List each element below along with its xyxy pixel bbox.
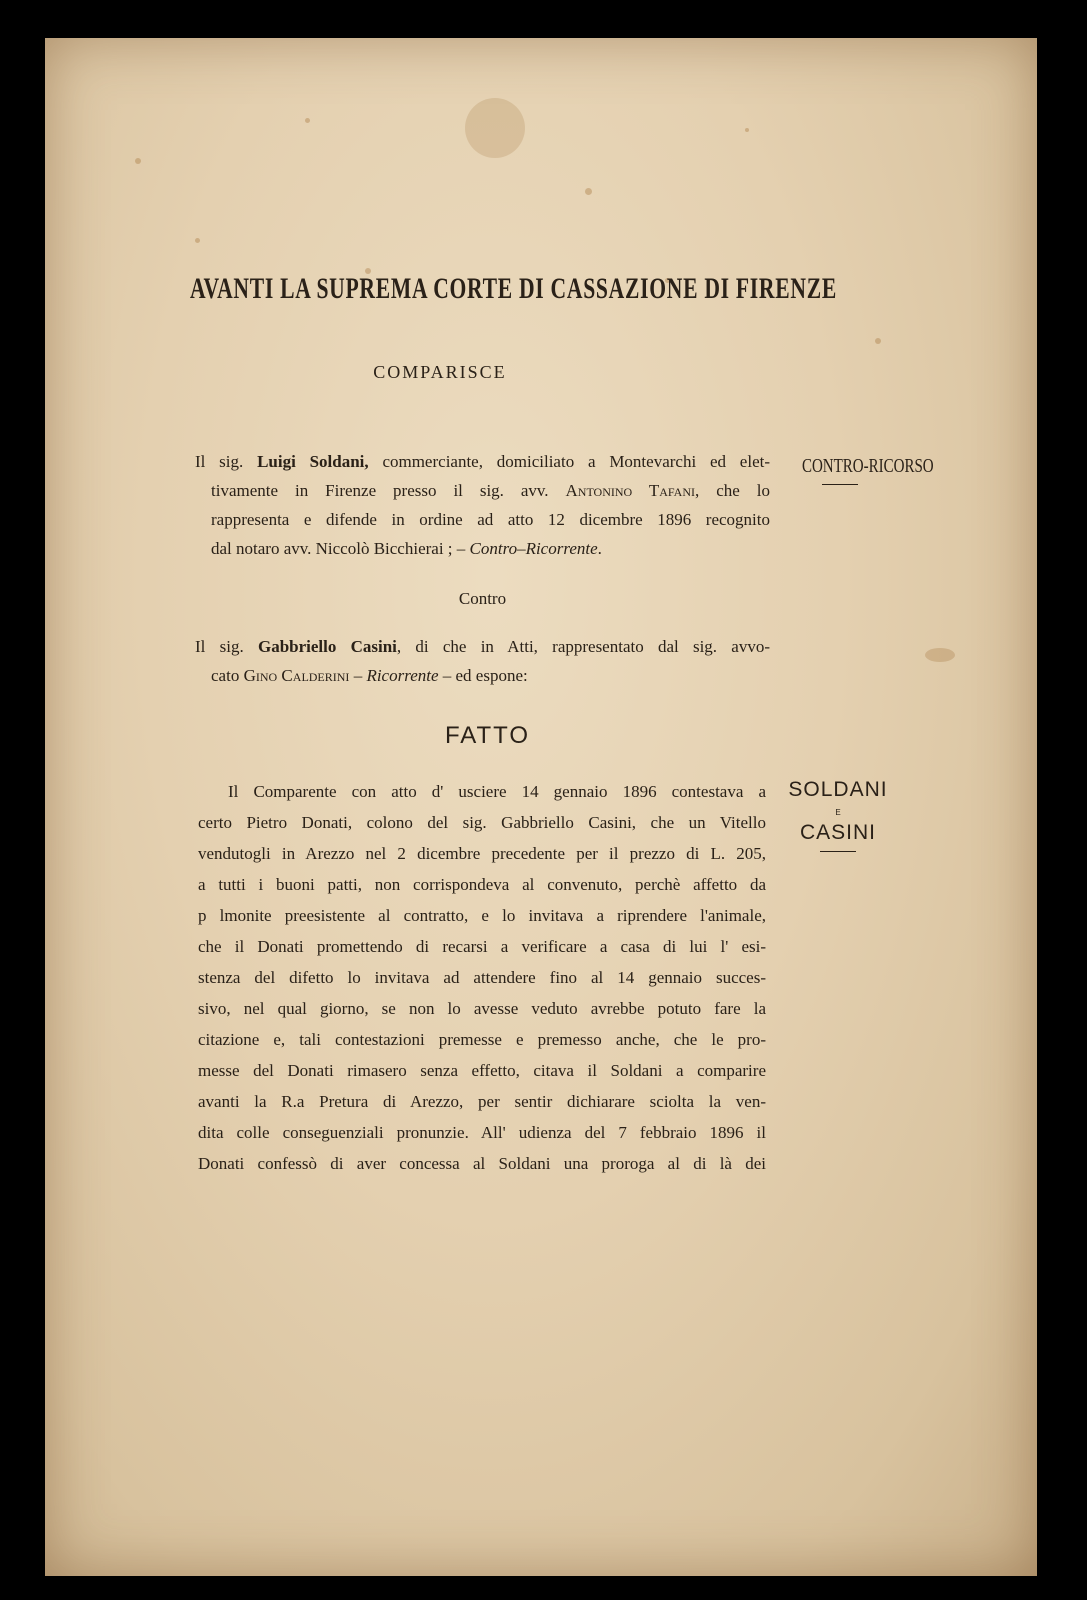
comparente-line-3: rappresenta e difende in ordine ad atto 12 dicembre 1896 recognito <box>211 510 770 529</box>
party-name: Luigi Soldani, <box>257 452 369 471</box>
stain <box>305 118 310 123</box>
role-label: Contro–Ricorrente <box>469 539 598 558</box>
fatto-line: dita colle conseguenziali pronunzie. All' udienza del 7 febbraio 1896 il <box>198 1123 766 1142</box>
comparente-paragraph <box>195 447 770 563</box>
stain <box>135 158 141 164</box>
stain <box>465 98 525 158</box>
fatto-line: avanti la R.a Pretura di Arezzo, per sentir dichiarare sciolta la ven- <box>198 1092 766 1111</box>
side-label-contro-ricorso <box>780 455 934 485</box>
side-label-parties <box>778 778 898 852</box>
ricorrente-paragraph <box>195 632 770 690</box>
document-title: AVANTI LA SUPREMA CORTE DI CASSAZIONE DI FIRENZE <box>190 272 837 305</box>
divider <box>820 851 856 852</box>
fatto-paragraph <box>198 776 766 1179</box>
fatto-line: che il Donati promettendo di recarsi a verificare a casa di lui l' esi- <box>198 937 766 956</box>
comparente-line-1: Il sig. Luigi Soldani, commerciante, domiciliato a Montevarchi ed elet- <box>195 452 770 471</box>
fatto-line: stenza del difetto lo invitava ad attendere fino al 14 gennaio succes- <box>198 968 766 987</box>
fatto-line: citazione e, tali contestazioni premesse e premesso anche, che le pro- <box>198 1030 766 1049</box>
party-soldani: SOLDANI <box>788 778 888 801</box>
comparente-line-2: tivamente in Firenze presso il sig. avv. Antonino Tafani, che lo <box>211 481 770 500</box>
ricorrente-line-2: cato Gino Calderini – Ricorrente – ed espone: <box>211 666 528 685</box>
fatto-line: vendutogli in Arezzo nel 2 dicembre precedente per il prezzo di L. 205, <box>198 844 766 863</box>
divider <box>822 484 858 485</box>
lawyer-name: Antonino Tafani <box>565 481 696 500</box>
stain <box>875 338 881 344</box>
stain <box>195 238 200 243</box>
fatto-line: messe del Donati rimasero senza effetto, citava il Soldani a comparire <box>198 1061 766 1080</box>
party-conjunction: E <box>835 808 841 817</box>
section-heading-fatto: FATTO <box>444 722 531 749</box>
stain <box>925 648 955 662</box>
party-casini: CASINI <box>799 821 876 844</box>
party-name: Gabbriello Casini <box>257 637 397 656</box>
fatto-line: certo Pietro Donati, colono del sig. Gabbriello Casini, che un Vitello <box>198 813 766 832</box>
lawyer-name: Gino Calderini <box>243 666 350 685</box>
document-subtitle: COMPARISCE <box>373 362 507 382</box>
fatto-line: a tutti i buoni patti, non corrispondeva al convenuto, perchè affetto da <box>198 875 766 894</box>
fatto-line: Donati confessò di aver concessa al Soldani una proroga al di là dei <box>198 1154 766 1173</box>
contro-ricorso-label: CONTRO-RICORSO <box>801 455 934 477</box>
role-label: Ricorrente <box>366 666 439 685</box>
stain <box>585 188 592 195</box>
ricorrente-line-1: Il sig. Gabbriello Casini, di che in Atti, rappresentato dal sig. avvo- <box>195 637 771 656</box>
comparente-line-4: dal notaro avv. Niccolò Bicchierai ; – Contro–Ricorrente. <box>211 539 602 558</box>
fatto-line: p lmonite preesistente al contratto, e lo invitava a riprendere l'animale, <box>198 906 766 925</box>
contro-heading: Contro <box>458 589 507 608</box>
stain <box>745 128 749 132</box>
fatto-line: sivo, nel qual giorno, se non lo avesse veduto avrebbe potuto fare la <box>198 999 766 1018</box>
fatto-line: Il Comparente con atto d' usciere 14 gennaio 1896 contestava a <box>228 782 766 801</box>
